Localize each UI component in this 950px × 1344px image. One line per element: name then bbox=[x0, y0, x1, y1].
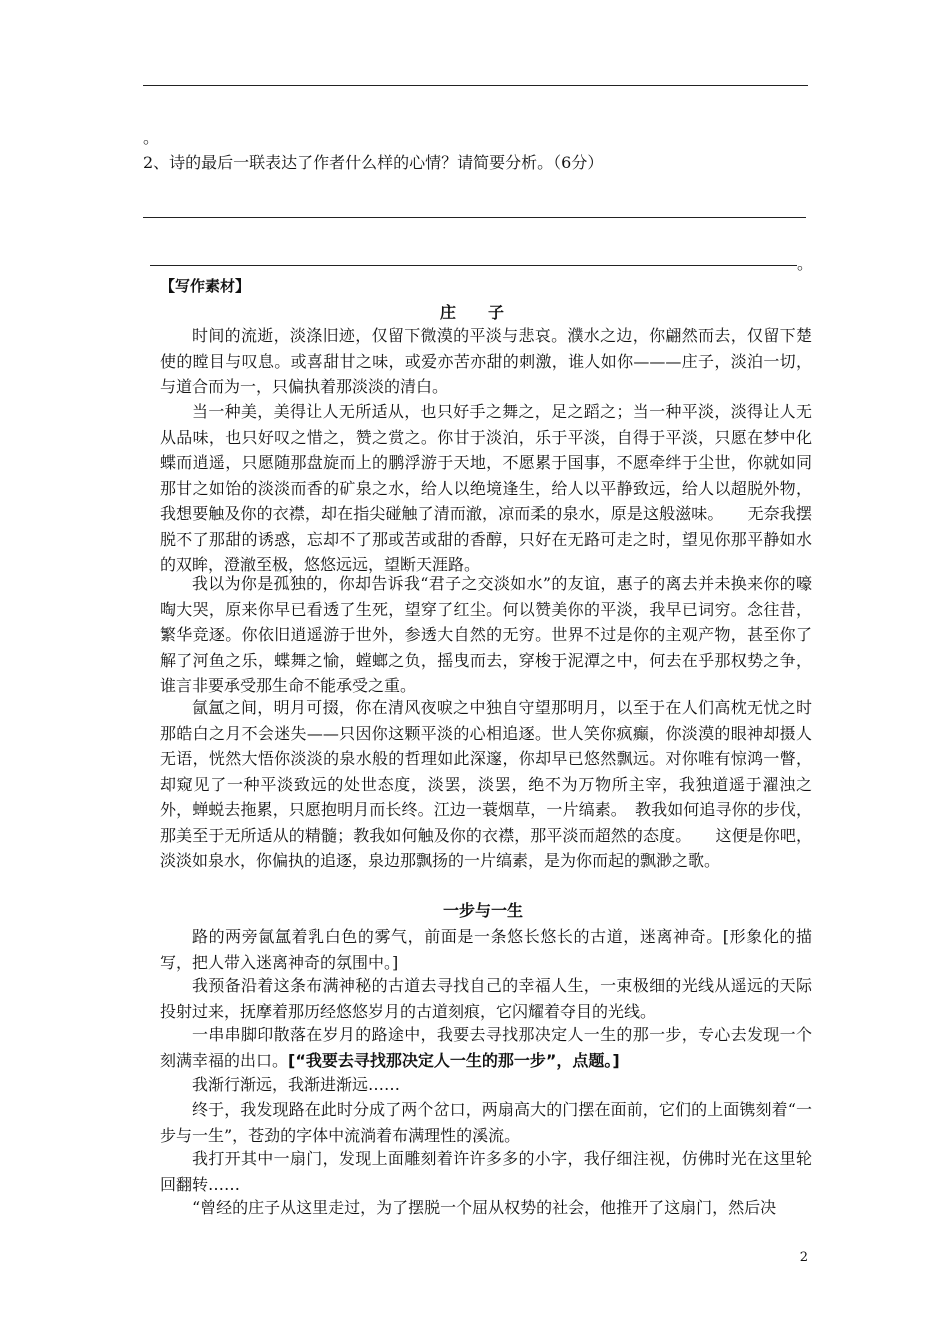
section-label: 【写作素材】 bbox=[160, 277, 251, 295]
essay1-para-3: 我以为你是孤独的，你却告诉我“君子之交淡如水”的友谊，惠子的离去并未换来你的嚎啕大哭，原来你早已看透了生死，望穿了红尘。何以赞美你的平淡，我早已词穷。念往昔，繁华竞逐。你依旧逍遥游于世外，参透大自然的无穷。世界不过是你的主观产物，甚至你了解了河鱼之乐，蝶舞之愉，螳螂之负，摇曳而去，穿梭于泥潭之中，何去在乎那权势之争，谁言非要承受那生命不能承受之重。 bbox=[160, 574, 812, 695]
essay1-para-4: 氤氲之间，明月可掇，你在清风夜唳之中独自守望那明月，以至于在人们高枕无忧之时那皓白之月不会迷失——只因你这颗平淡的心相追逐。世人笑你疯癫，你淡漠的眼神却摄人无语，恍然大悟你淡淡的泉水般的哲理如此深邃，你却早已悠然飘远。对你唯有惊鸿一瞥，却窥见了一种平淡致远的处世态度，淡罢，淡罢，绝不为万物所主宰，我独道遥于濯浊之外，蝉蜕去拖累，只愿抱明月而长终。江边一蓑烟草，一片缟素。 教我如何追寻你的步伐，那美至于无所适从的精髓；教我如何触及你的衣襟，那平淡而超然的态度。 这便是你吧，淡淡如泉水，你偏执的追逐，泉边那飘扬的一片缟素，是为你而起的飘渺之歌。 bbox=[160, 698, 812, 870]
answer-line-top bbox=[143, 85, 808, 86]
question-2: 2、诗的最后一联表达了作者什么样的心情？请简要分析。（6分） bbox=[143, 153, 604, 172]
essay2-para-5: 终于，我发现路在此时分成了两个岔口，两扇高大的门摆在面前，它们的上面镌刻着“一步与一生”，苍劲的字体中流淌着布满理性的溪流。 bbox=[160, 1100, 812, 1145]
essay2-para-2: 我预备沿着这条布满神秘的古道去寻找自己的幸福人生，一束极细的光线从遥远的天际投射过来，抚摩着那历经悠悠岁月的古道刻痕，它闪耀着夺目的光线。 bbox=[160, 976, 812, 1021]
essay2-para-1: 路的两旁氤氲着乳白色的雾气，前面是一条悠长悠长的古道，迷离神奇。[形象化的描写，把人带入迷离神奇的氛围中。] bbox=[160, 927, 812, 972]
essay1-title: 庄 子 bbox=[440, 303, 505, 322]
page-number: 2 bbox=[799, 1250, 808, 1265]
essay1-para-2: 当一种美，美得让人无所适从，也只好手之舞之，足之蹈之；当一种平淡，淡得让人无从品味，也只好叹之惜之，赞之赏之。你甘于淡泊，乐于平淡，自得于平淡，只愿在梦中化蝶而逍遥，只愿随那盘旋而上的鹏浮游于天地，不愿累于国事，不愿牵绊于尘世，你就如同那甘之如饴的淡淡而香的矿泉之水，给人以绝境逢生，给人以平静致远，给人以超脱外物，我想要触及你的衣襟，却在指尖碰触了清而澈，凉而柔的泉水，原是这般滋味。 无奈我摆脱不了那甜的诱惑，忘却不了那或苦或甜的香醇，只好在无路可走之时，望见你那平静如水的双眸，澄澈至极，悠悠远远，望断天涯路。 bbox=[160, 402, 812, 574]
answer-line-2 bbox=[150, 265, 797, 266]
answer-line-1 bbox=[143, 217, 806, 218]
essay2-para-3-note: [“我要去寻找那决定人一生的那一步”，点题。] bbox=[288, 1050, 620, 1070]
essay2-title: 一步与一生 bbox=[443, 901, 524, 920]
essay2-para-3-text: 一串串脚印散落在岁月的路途中，我要去寻找那决定人一生的那一步，专心去发现一个刻满幸福的出口。 bbox=[160, 1025, 812, 1070]
essay1-para-1: 时间的流逝，淡涤旧迹，仅留下微漠的平淡与悲哀。濮水之边，你翩然而去，仅留下楚使的瞠目与叹息。或喜甜甘之味，或爱亦苦亦甜的刺激，谁人如你———庄子，淡泊一切，与道合而为一，只偏执着那淡淡的清白。 bbox=[160, 326, 812, 396]
essay2-para-7: “曾经的庄子从这里走过，为了摆脱一个屈从权势的社会，他推开了这扇门，然后决 bbox=[192, 1198, 777, 1217]
essay2-para-4: 我渐行渐远，我渐进渐远…… bbox=[192, 1075, 401, 1094]
dot-line: 。 bbox=[143, 128, 160, 147]
answer-end-dot: 。 bbox=[797, 254, 814, 273]
essay2-para-6: 我打开其中一扇门，发现上面雕刻着许许多多的小字，我仔细注视，仿佛时光在这里轮回翻转…… bbox=[160, 1149, 812, 1194]
essay2-para-3 bbox=[160, 1022, 812, 1073]
